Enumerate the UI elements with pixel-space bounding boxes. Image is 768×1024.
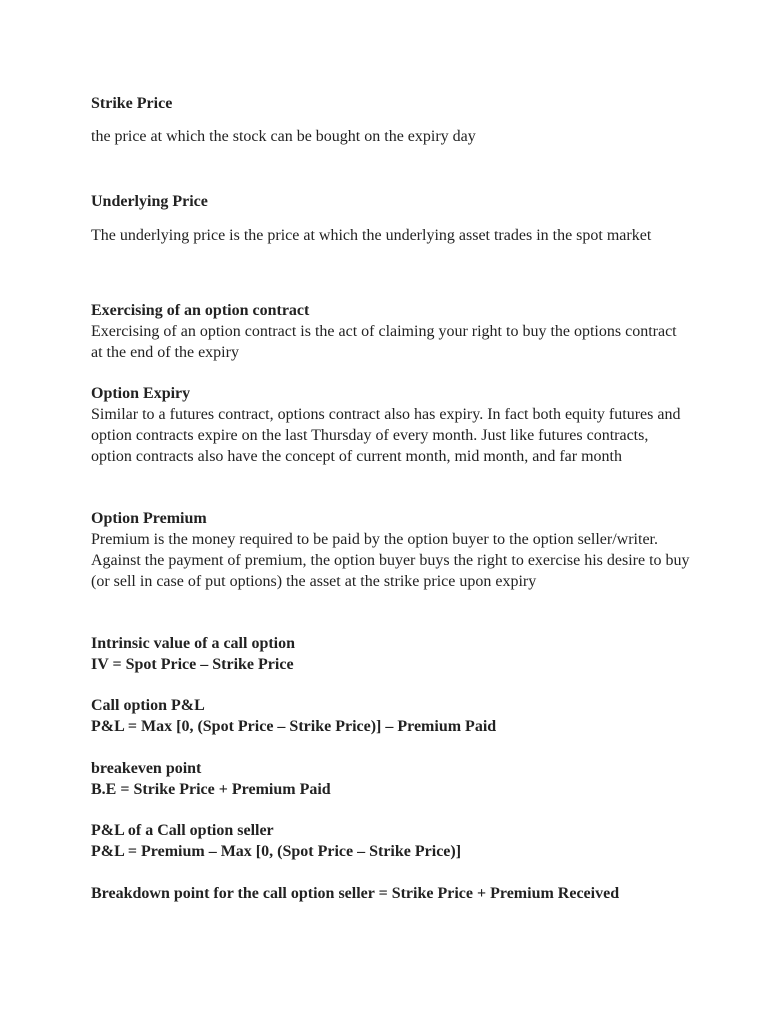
section-exercising — [91, 300, 691, 363]
closing-text: Breakdown point for the call option seller = Strike Price + Premium Received — [91, 885, 620, 902]
section-option-premium — [91, 508, 691, 592]
section-body: the price at which the stock can be bought on the expiry day — [91, 128, 476, 145]
section-option-expiry — [91, 383, 691, 467]
formula-text: P&L = Max [0, (Spot Price – Strike Price)] – Premium Paid — [91, 718, 497, 735]
section-underlying-price — [91, 191, 691, 247]
formula-title: Call option P&L — [91, 697, 205, 714]
section-body: The underlying price is the price at which the underlying asset trades in the spot market — [91, 227, 652, 244]
section-body: Exercising of an option contract is the act of claiming your right to buy the options contract at the end of the expiry — [91, 323, 677, 361]
formula-call-pnl — [91, 695, 691, 737]
closing-breakdown-point — [91, 883, 691, 904]
formula-breakeven — [91, 758, 691, 800]
section-body: Premium is the money required to be paid by the option buyer to the option seller/writer. Against the payment of premium, the option buyer buys the right to exercise his desire to buy (or sell in case of put options) the asset at the strike price upon expiry — [91, 531, 690, 590]
section-body: Similar to a futures contract, options contract also has expiry. In fact both equity futures and option contracts expire on the last Thursday of every month. Just like futures contracts, option contracts also have the concept of current month, mid month, and far month — [91, 406, 681, 465]
formula-intrinsic-value — [91, 633, 691, 675]
formula-seller-pnl — [91, 820, 691, 862]
formula-text: IV = Spot Price – Strike Price — [91, 656, 294, 673]
section-heading: Option Expiry — [91, 385, 191, 402]
section-strike-price — [91, 93, 691, 147]
formula-title: Intrinsic value of a call option — [91, 635, 296, 652]
formula-title: breakeven point — [91, 760, 202, 777]
formula-text: P&L = Premium – Max [0, (Spot Price – Strike Price)] — [91, 843, 462, 860]
section-heading: Option Premium — [91, 510, 207, 527]
formula-title: P&L of a Call option seller — [91, 822, 274, 839]
formula-text: B.E = Strike Price + Premium Paid — [91, 781, 331, 798]
section-heading: Exercising of an option contract — [91, 302, 310, 319]
section-heading: Strike Price — [91, 95, 173, 112]
section-heading: Underlying Price — [91, 193, 208, 210]
